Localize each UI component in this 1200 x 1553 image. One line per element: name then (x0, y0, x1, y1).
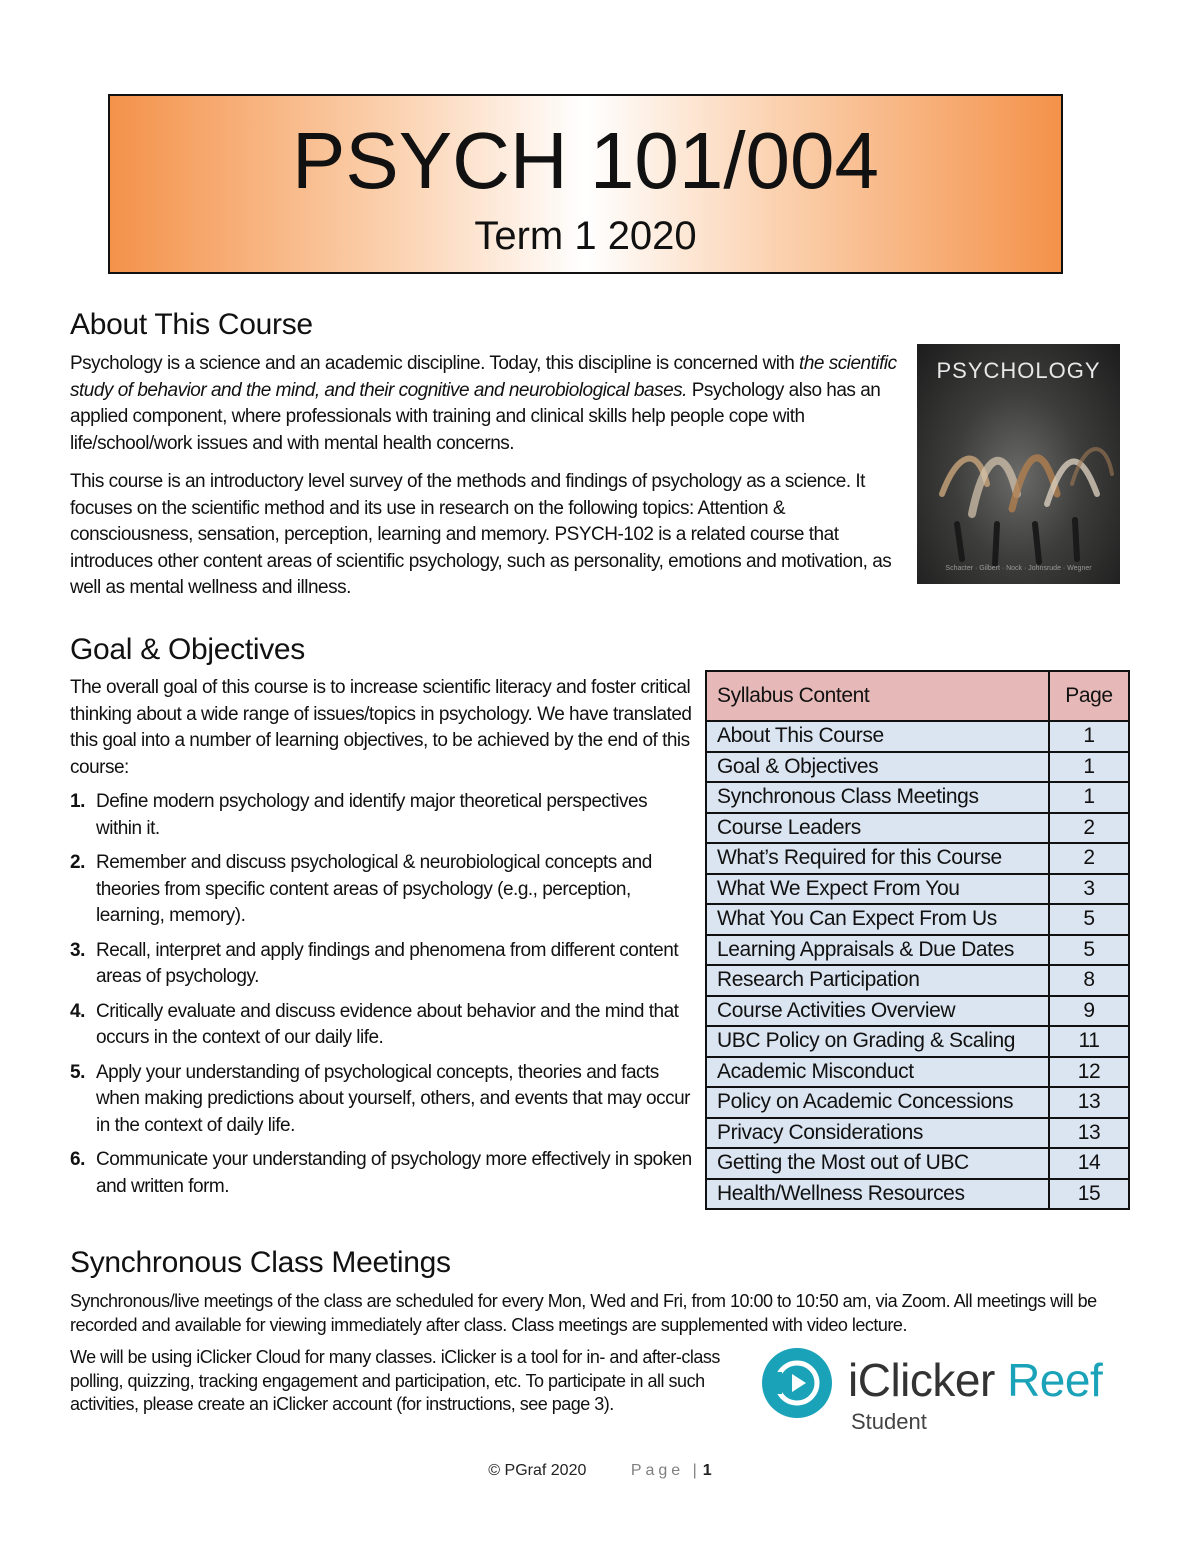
objective-item (70, 938, 692, 991)
toc-row-title: Synchronous Class Meetings (706, 782, 1049, 813)
about-paragraph-1 (70, 351, 900, 457)
objective-item (70, 1147, 692, 1200)
toc-row-page: 2 (1049, 813, 1129, 844)
toc-row (706, 1057, 1129, 1088)
syllabus-toc (705, 670, 1130, 1210)
toc-table (705, 670, 1130, 1210)
toc-row (706, 1026, 1129, 1057)
about-p1-italic: the scientific study of behavior and the mind, and their cognitive and neurobiological bases. (70, 353, 897, 401)
objective-item (70, 999, 692, 1052)
iclicker-logo-subtitle: Student (851, 1409, 927, 1434)
goals-heading: Goal & Objectives (70, 633, 306, 666)
toc-row (706, 813, 1129, 844)
objective-text: Define modern psychology and identify major theoretical perspectives within it. (96, 791, 648, 839)
toc-row (706, 965, 1129, 996)
toc-row-title: What We Expect From You (706, 874, 1049, 905)
about-paragraph-2: This course is an introductory level survey of the methods and findings of psychology as a science. It focuses on the scientific method and its use in research on the following topics: Attention & consciousness, sensation, perception, learning and memory. PSYCH-102 is a related course that introduces other content areas of scientific psychology, such as personality, emotions and motivation, as well as mental wellness and illness. (70, 471, 892, 598)
toc-row-title: What’s Required for this Course (706, 843, 1049, 874)
about-heading: About This Course (70, 308, 313, 341)
toc-row (706, 904, 1129, 935)
toc-row-title: About This Course (706, 721, 1049, 752)
objective-item (70, 850, 692, 930)
iclicker-logo-text (848, 1352, 1102, 1408)
toc-row-title: Health/Wellness Resources (706, 1179, 1049, 1210)
toc-row (706, 1179, 1129, 1210)
toc-row-page: 3 (1049, 874, 1129, 905)
book-title: PSYCHOLOGY (936, 358, 1101, 383)
toc-row-page: 2 (1049, 843, 1129, 874)
objective-text: Apply your understanding of psychological concepts, theories and facts when making predictions about yourself, others, and events that may occur in the context of daily life. (96, 1061, 691, 1136)
toc-row-title: UBC Policy on Grading & Scaling (706, 1026, 1049, 1057)
toc-row-title: Policy on Academic Concessions (706, 1087, 1049, 1118)
footer-page-label: Page | (630, 1462, 701, 1479)
toc-row-page: 1 (1049, 752, 1129, 783)
toc-row (706, 782, 1129, 813)
objective-number: 5. (70, 1061, 85, 1083)
toc-row (706, 721, 1129, 752)
goals-section (70, 675, 692, 1208)
textbook-cover-image (917, 344, 1120, 584)
toc-row-page: 14 (1049, 1148, 1129, 1179)
page-footer (0, 1462, 1200, 1480)
objective-item (70, 1060, 692, 1140)
objective-text: Remember and discuss psychological & neurobiological concepts and theories from specific content areas of psychology (e.g., perception, learning, memory). (96, 852, 652, 926)
about-section (70, 351, 900, 602)
goals-intro: The overall goal of this course is to increase scientific literacy and foster critical thinking about a wide range of issues/topics in psychology. We have translated this goal into a number of learning objectives, to be achieved by the end of this course: (70, 677, 692, 778)
toc-row (706, 843, 1129, 874)
play-icon (762, 1348, 832, 1418)
iclicker-word: iClicker (848, 1354, 995, 1406)
toc-row-title: Getting the Most out of UBC (706, 1148, 1049, 1179)
toc-row (706, 874, 1129, 905)
iclicker-logo-icon (762, 1348, 832, 1418)
toc-row-page: 11 (1049, 1026, 1129, 1057)
toc-row (706, 935, 1129, 966)
objective-number: 4. (70, 1000, 85, 1022)
toc-row-title: Course Activities Overview (706, 996, 1049, 1027)
toc-row-page: 15 (1049, 1179, 1129, 1210)
toc-row (706, 1087, 1129, 1118)
toc-row-title: Research Participation (706, 965, 1049, 996)
toc-row-page: 5 (1049, 904, 1129, 935)
toc-row (706, 1118, 1129, 1149)
footer-page-number: 1 (702, 1462, 712, 1479)
sync-paragraph-2: We will be using iClicker Cloud for many classes. iClicker is a tool for in- and after-class polling, quizzing, tracking engagement and participation, etc. To participate in all such activities, please create an iClicker account (for instructions, see page 3). (70, 1347, 720, 1414)
term: Term 1 2020 (474, 214, 697, 258)
toc-row-page: 5 (1049, 935, 1129, 966)
sync-paragraph-1: Synchronous/live meetings of the class are scheduled for every Mon, Wed and Fri, from 10:00 to 10:50 am, via Zoom. All meetings will be recorded and available for viewing immediately after class. Class meetings are supplemented with video lecture. (70, 1291, 1097, 1335)
toc-row (706, 752, 1129, 783)
objective-number: 6. (70, 1149, 85, 1170)
about-p1-text: Psychology is a science and an academic discipline. Today, this discipline is concerned with (70, 353, 800, 374)
book-authors: Schacter · Gilbert · Nock · Johnsrude · Wegner (945, 565, 1092, 572)
objective-text: Recall, interpret and apply findings and phenomena from different content areas of psychology. (96, 939, 679, 987)
toc-row-page: 13 (1049, 1087, 1129, 1118)
objective-number: 3. (70, 939, 85, 961)
objective-text: Communicate your understanding of psychology more effectively in spoken and written form. (96, 1149, 692, 1197)
toc-row-title: Goal & Objectives (706, 752, 1049, 783)
toc-row-page: 1 (1049, 782, 1129, 813)
toc-row-title: Learning Appraisals & Due Dates (706, 935, 1049, 966)
toc-row (706, 1148, 1129, 1179)
toc-col-content: Syllabus Content (706, 671, 1049, 721)
toc-header-row (706, 671, 1129, 721)
toc-col-page: Page (1049, 671, 1129, 721)
dancers-illustration (917, 344, 1120, 584)
toc-row-page: 9 (1049, 996, 1129, 1027)
objective-text: Critically evaluate and discuss evidence about behavior and the mind that occurs in the context of our daily life. (96, 1000, 679, 1048)
objective-number: 1. (70, 791, 85, 812)
toc-row-title: Course Leaders (706, 813, 1049, 844)
toc-row-page: 13 (1049, 1118, 1129, 1149)
toc-row-page: 8 (1049, 965, 1129, 996)
toc-row-title: Privacy Considerations (706, 1118, 1049, 1149)
footer-copyright: © PGraf 2020 (488, 1462, 587, 1479)
objective-number: 2. (70, 852, 85, 873)
sync-heading: Synchronous Class Meetings (70, 1246, 451, 1279)
reef-word: Reef (1007, 1354, 1103, 1406)
course-code: PSYCH 101/004 (291, 116, 880, 205)
toc-row-title: What You Can Expect From Us (706, 904, 1049, 935)
toc-row-title: Academic Misconduct (706, 1057, 1049, 1088)
toc-row-page: 12 (1049, 1057, 1129, 1088)
toc-row-page: 1 (1049, 721, 1129, 752)
objective-item (70, 789, 692, 842)
toc-row (706, 996, 1129, 1027)
objectives-list (70, 789, 692, 1200)
about-p1-text-2: Psychology also has an applied component, where professionals with training and clinical skills help people cope with life/school/work issues and with mental health concerns. (70, 379, 881, 454)
title-banner (108, 94, 1063, 274)
